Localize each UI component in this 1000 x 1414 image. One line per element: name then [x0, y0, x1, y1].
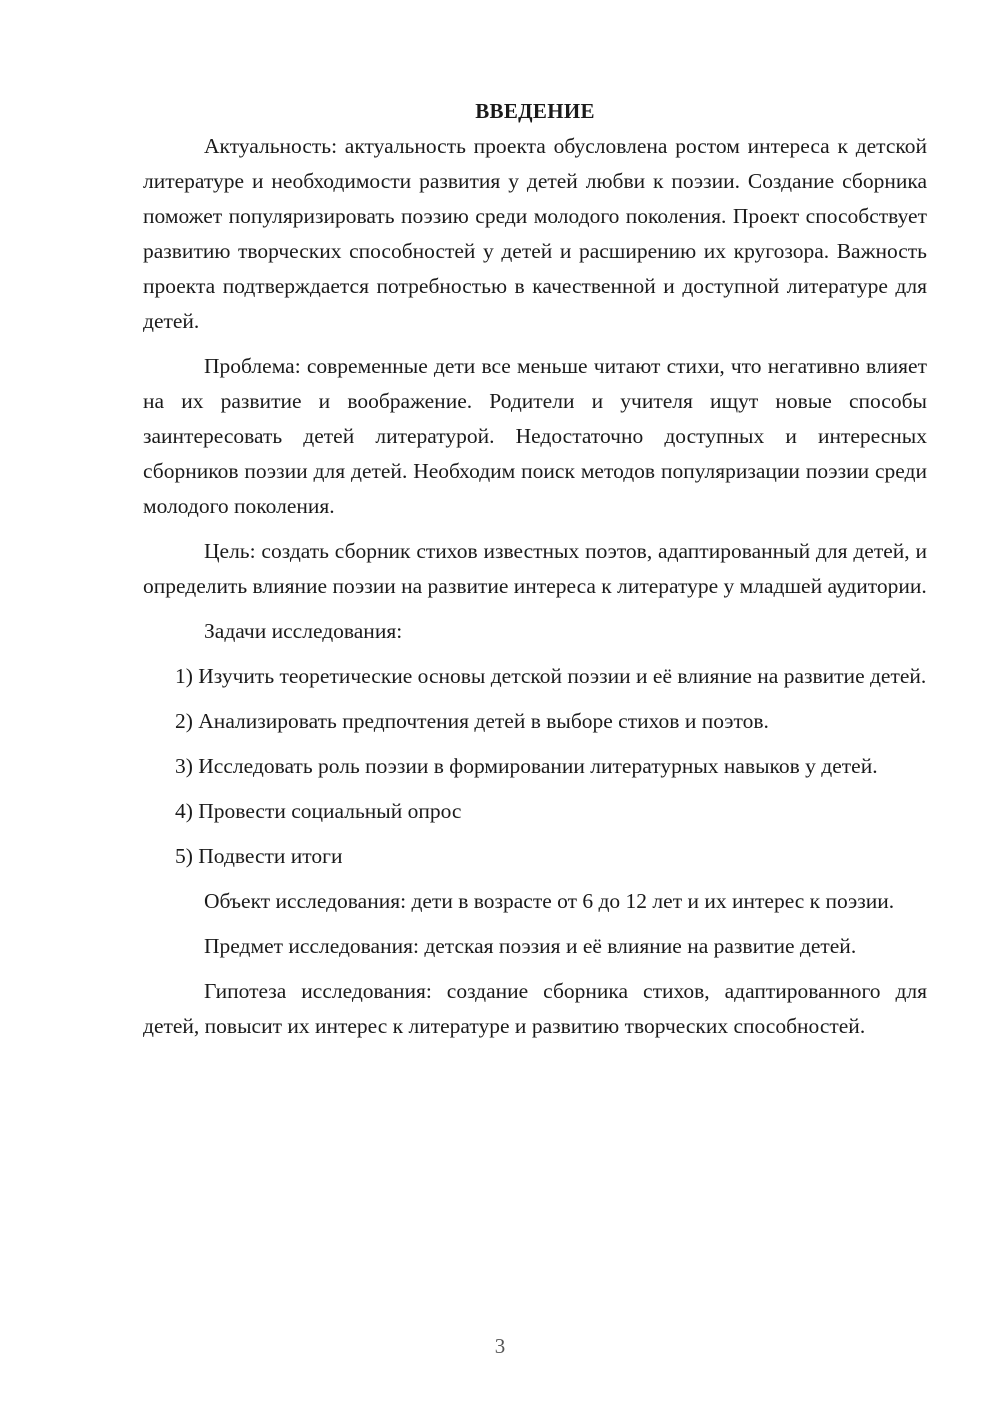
relevance-paragraph: Актуальность: актуальность проекта обусловлена ростом интереса к детской литературе и необходимости развития у детей любви к поэзии. Создание сборника поможет популяризировать поэзию среди молодого поколения. Проект способствует развитию творческих способностей у детей и расширению их кругозора. Важность проекта подтверждается потребностью в качественной и доступной литературе для детей.: [143, 134, 927, 333]
task-item-2: 2) Анализировать предпочтения детей в выборе стихов и поэтов.: [175, 709, 769, 733]
page-number: 3: [494, 1334, 506, 1358]
object-paragraph: Объект исследования: дети в возрасте от 6 до 12 лет и их интерес к поэзии.: [204, 889, 895, 913]
section-title: ВВЕДЕНИЕ: [475, 99, 595, 123]
subject-paragraph: Предмет исследования: детская поэзия и её влияние на развитие детей.: [204, 934, 857, 958]
task-item-1: 1) Изучить теоретические основы детской поэзии и её влияние на развитие детей.: [175, 664, 927, 688]
tasks-heading: Задачи исследования:: [204, 619, 403, 643]
task-item-4: 4) Провести социальный опрос: [175, 799, 462, 823]
task-item-3: 3) Исследовать роль поэзии в формировании литературных навыков у детей.: [175, 754, 878, 778]
hypothesis-paragraph: Гипотеза исследования: создание сборника стихов, адаптированного для детей, повысит их интерес к литературе и развитию творческих способностей.: [143, 979, 927, 1038]
goal-paragraph: Цель: создать сборник стихов известных поэтов, адаптированный для детей, и определить влияние поэзии на развитие интереса к литературе у младшей аудитории.: [143, 539, 927, 598]
problem-paragraph: Проблема: современные дети все меньше читают стихи, что негативно влияет на их развитие и воображение. Родители и учителя ищут новые способы заинтересовать детей литературой. Недостаточно доступных и интересных сборников поэзии для детей. Необходим поиск методов популяризации поэзии среди молодого поколения.: [143, 354, 927, 518]
task-item-5: 5) Подвести итоги: [175, 844, 343, 868]
document-body: [143, 95, 927, 1054]
